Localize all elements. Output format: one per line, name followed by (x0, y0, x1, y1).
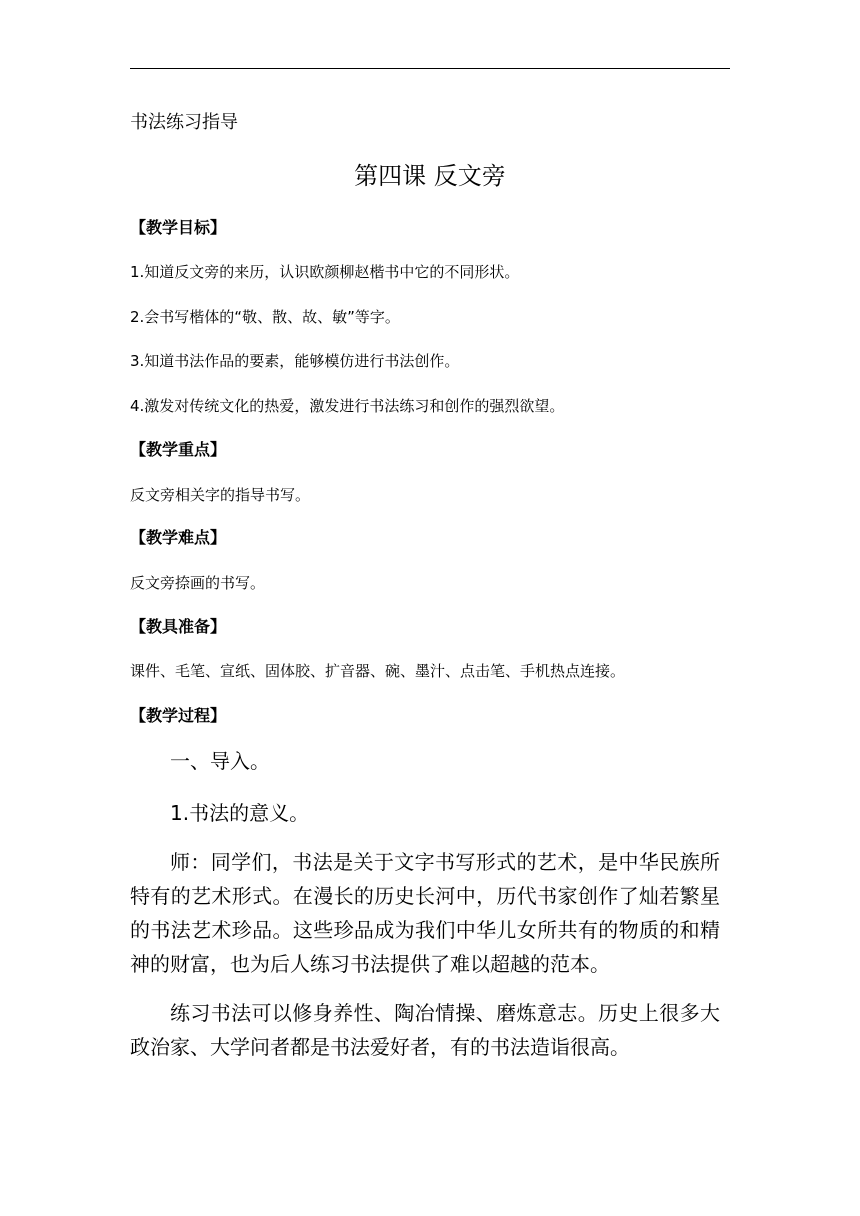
objective-item: 3.知道书法作品的要素，能够模仿进行书法创作。 (130, 352, 460, 370)
lesson-title: 第四课 反文旁 (354, 162, 506, 190)
process-heading: 【教学过程】 (130, 706, 227, 725)
process-subheading: 1.书法的意义。 (170, 801, 310, 825)
materials-text: 课件、毛笔、宣纸、固体胶、扩音器、碗、墨汁、点击笔、手机热点连接。 (130, 662, 626, 680)
key-points-heading: 【教学重点】 (130, 440, 227, 459)
materials-heading: 【教具准备】 (130, 617, 227, 636)
body-paragraph: 师：同学们，书法是关于文字书写形式的艺术，是中华民族所特有的艺术形式。在漫长的历史长河中，历代书家创作了灿若繁星的书法艺术珍品。这些珍品成为我们中华儿女所共有的物质的和精神的财富，也为后人练习书法提供了难以超越的范本。 (130, 850, 720, 976)
document-header-label: 书法练习指导 (130, 112, 238, 133)
difficulties-heading: 【教学难点】 (130, 528, 227, 547)
objective-item: 1.知道反文旁的来历，认识欧颜柳赵楷书中它的不同形状。 (130, 263, 520, 281)
objectives-heading: 【教学目标】 (130, 218, 227, 237)
body-paragraph: 练习书法可以修身养性、陶冶情操、磨炼意志。历史上很多大政治家、大学问者都是书法爱好者，有的书法造诣很高。 (130, 1001, 720, 1059)
objective-item: 2.会书写楷体的“敬、散、故、敏”等字。 (130, 308, 400, 326)
difficulties-text: 反文旁捺画的书写。 (130, 574, 266, 592)
key-points-text: 反文旁相关字的指导书写。 (130, 486, 311, 504)
header-rule (130, 68, 730, 69)
objective-item: 4.激发对传统文化的热爱，激发进行书法练习和创作的强烈欲望。 (130, 397, 565, 415)
process-step-heading: 一、导入。 (170, 749, 270, 773)
